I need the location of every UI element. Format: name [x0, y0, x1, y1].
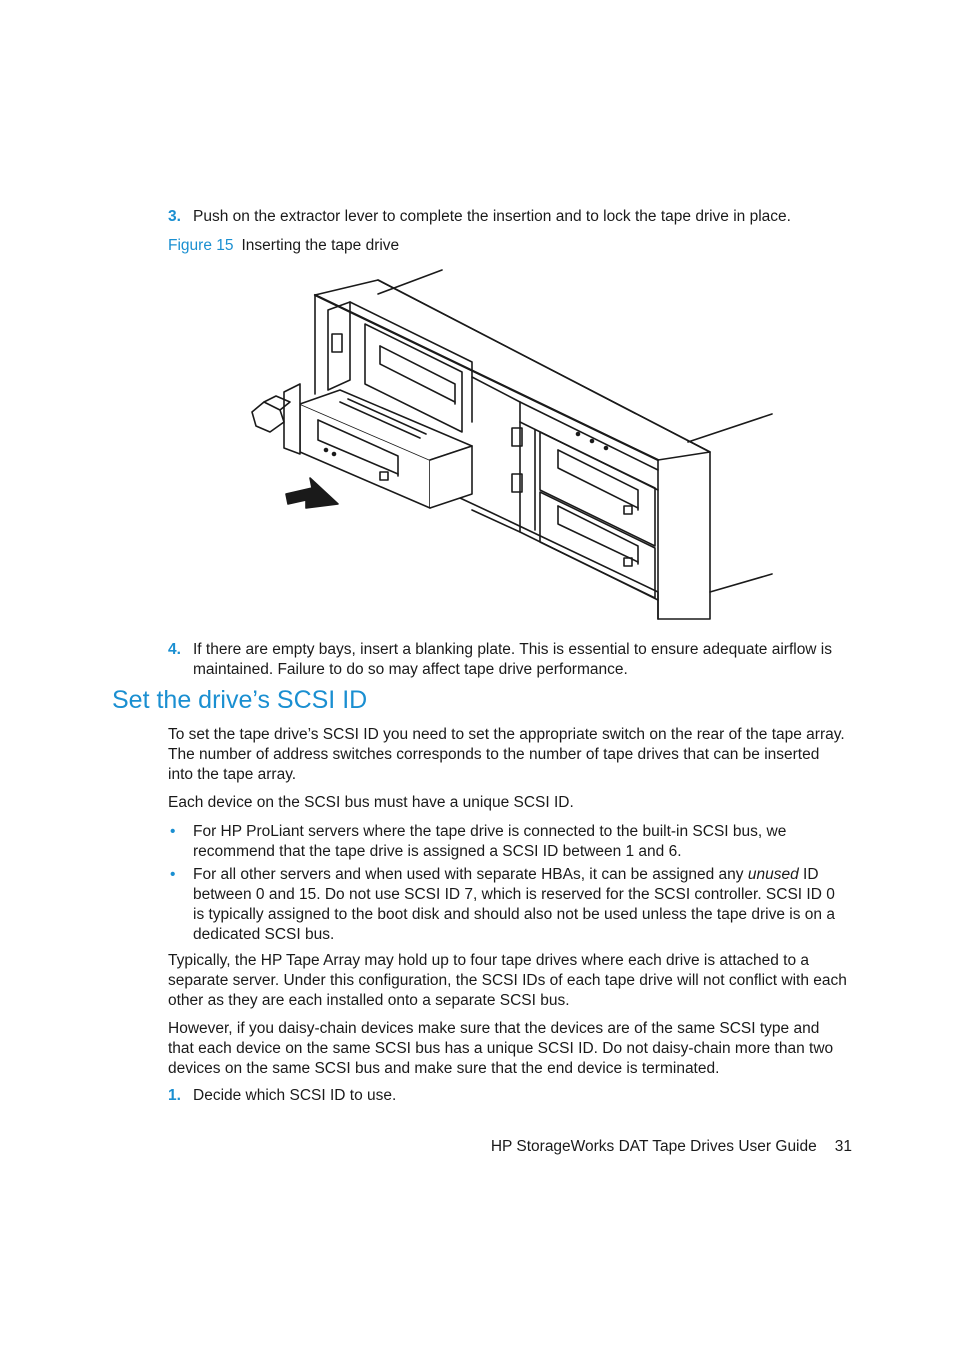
tape-drive-illustration [240, 262, 780, 624]
paragraph-unique-id: Each device on the SCSI bus must have a unique SCSI ID. [168, 794, 574, 811]
step-1 [168, 1086, 848, 1106]
bullet-text-part: For all other servers and when used with separate HBAs, it can be assigned any [193, 866, 748, 883]
bullet-text-part: ID between 0 and 15. Do not use SCSI ID 7, which is reserved for the SCSI controller. SCSI ID 0 is typically assigned to the boot disk and should also not be used unless the tape drive is on a dedicated SCSI bus. [193, 866, 835, 943]
step-4 [168, 640, 848, 680]
step-number: 1. [168, 1087, 181, 1104]
figure-label: Figure 15 [168, 237, 234, 254]
bullet-dot-icon: • [170, 823, 176, 840]
page-number: 31 [834, 1138, 852, 1155]
step-text: Decide which SCSI ID to use. [193, 1087, 397, 1104]
step-3 [168, 207, 848, 227]
bullet-text: For HP ProLiant servers where the tape drive is connected to the built-in SCSI bus, we recommend that the tape drive is assigned a SCSI ID between 1 and 6. [193, 823, 787, 860]
step-number: 4. [168, 641, 181, 658]
figure-caption-text: Inserting the tape drive [241, 237, 400, 254]
bullet-item [168, 822, 848, 862]
section-heading: Set the drive’s SCSI ID [112, 686, 368, 714]
paragraph-typical: Typically, the HP Tape Array may hold up to four tape drives where each drive is attached to a separate server. Under this configuration, the SCSI IDs of each tape drive will not conflict with each other as they are each installed onto a separate SCSI bus. [168, 952, 847, 1009]
paragraph-intro: To set the tape drive’s SCSI ID you need to set the appropriate switch on the rear of the tape array. The number of address switches corresponds to the number of tape drives that can be inserted into the tape array. [168, 726, 845, 783]
bullet-item [168, 865, 848, 945]
bullet-dot-icon: • [170, 866, 176, 883]
step-number: 3. [168, 208, 181, 225]
figure-caption [168, 236, 399, 256]
paragraph-daisy-chain: However, if you daisy-chain devices make sure that the devices are of the same SCSI type and that each device on the same SCSI bus has a unique SCSI ID. Do not daisy-chain more than two devices on the same SCSI bus and make sure that the end device is terminated. [168, 1020, 834, 1077]
step-text: Push on the extractor lever to complete the insertion and to lock the tape drive in place. [193, 208, 791, 225]
bullet-text [193, 865, 848, 945]
footer-title: HP StorageWorks DAT Tape Drives User Guide [490, 1138, 817, 1155]
bullet-emphasis: unused [747, 866, 799, 883]
step-text: If there are empty bays, insert a blanking plate. This is essential to ensure adequate airflow is maintained. Failure to do so may affect tape drive performance. [193, 641, 833, 678]
page-footer [491, 1137, 852, 1157]
